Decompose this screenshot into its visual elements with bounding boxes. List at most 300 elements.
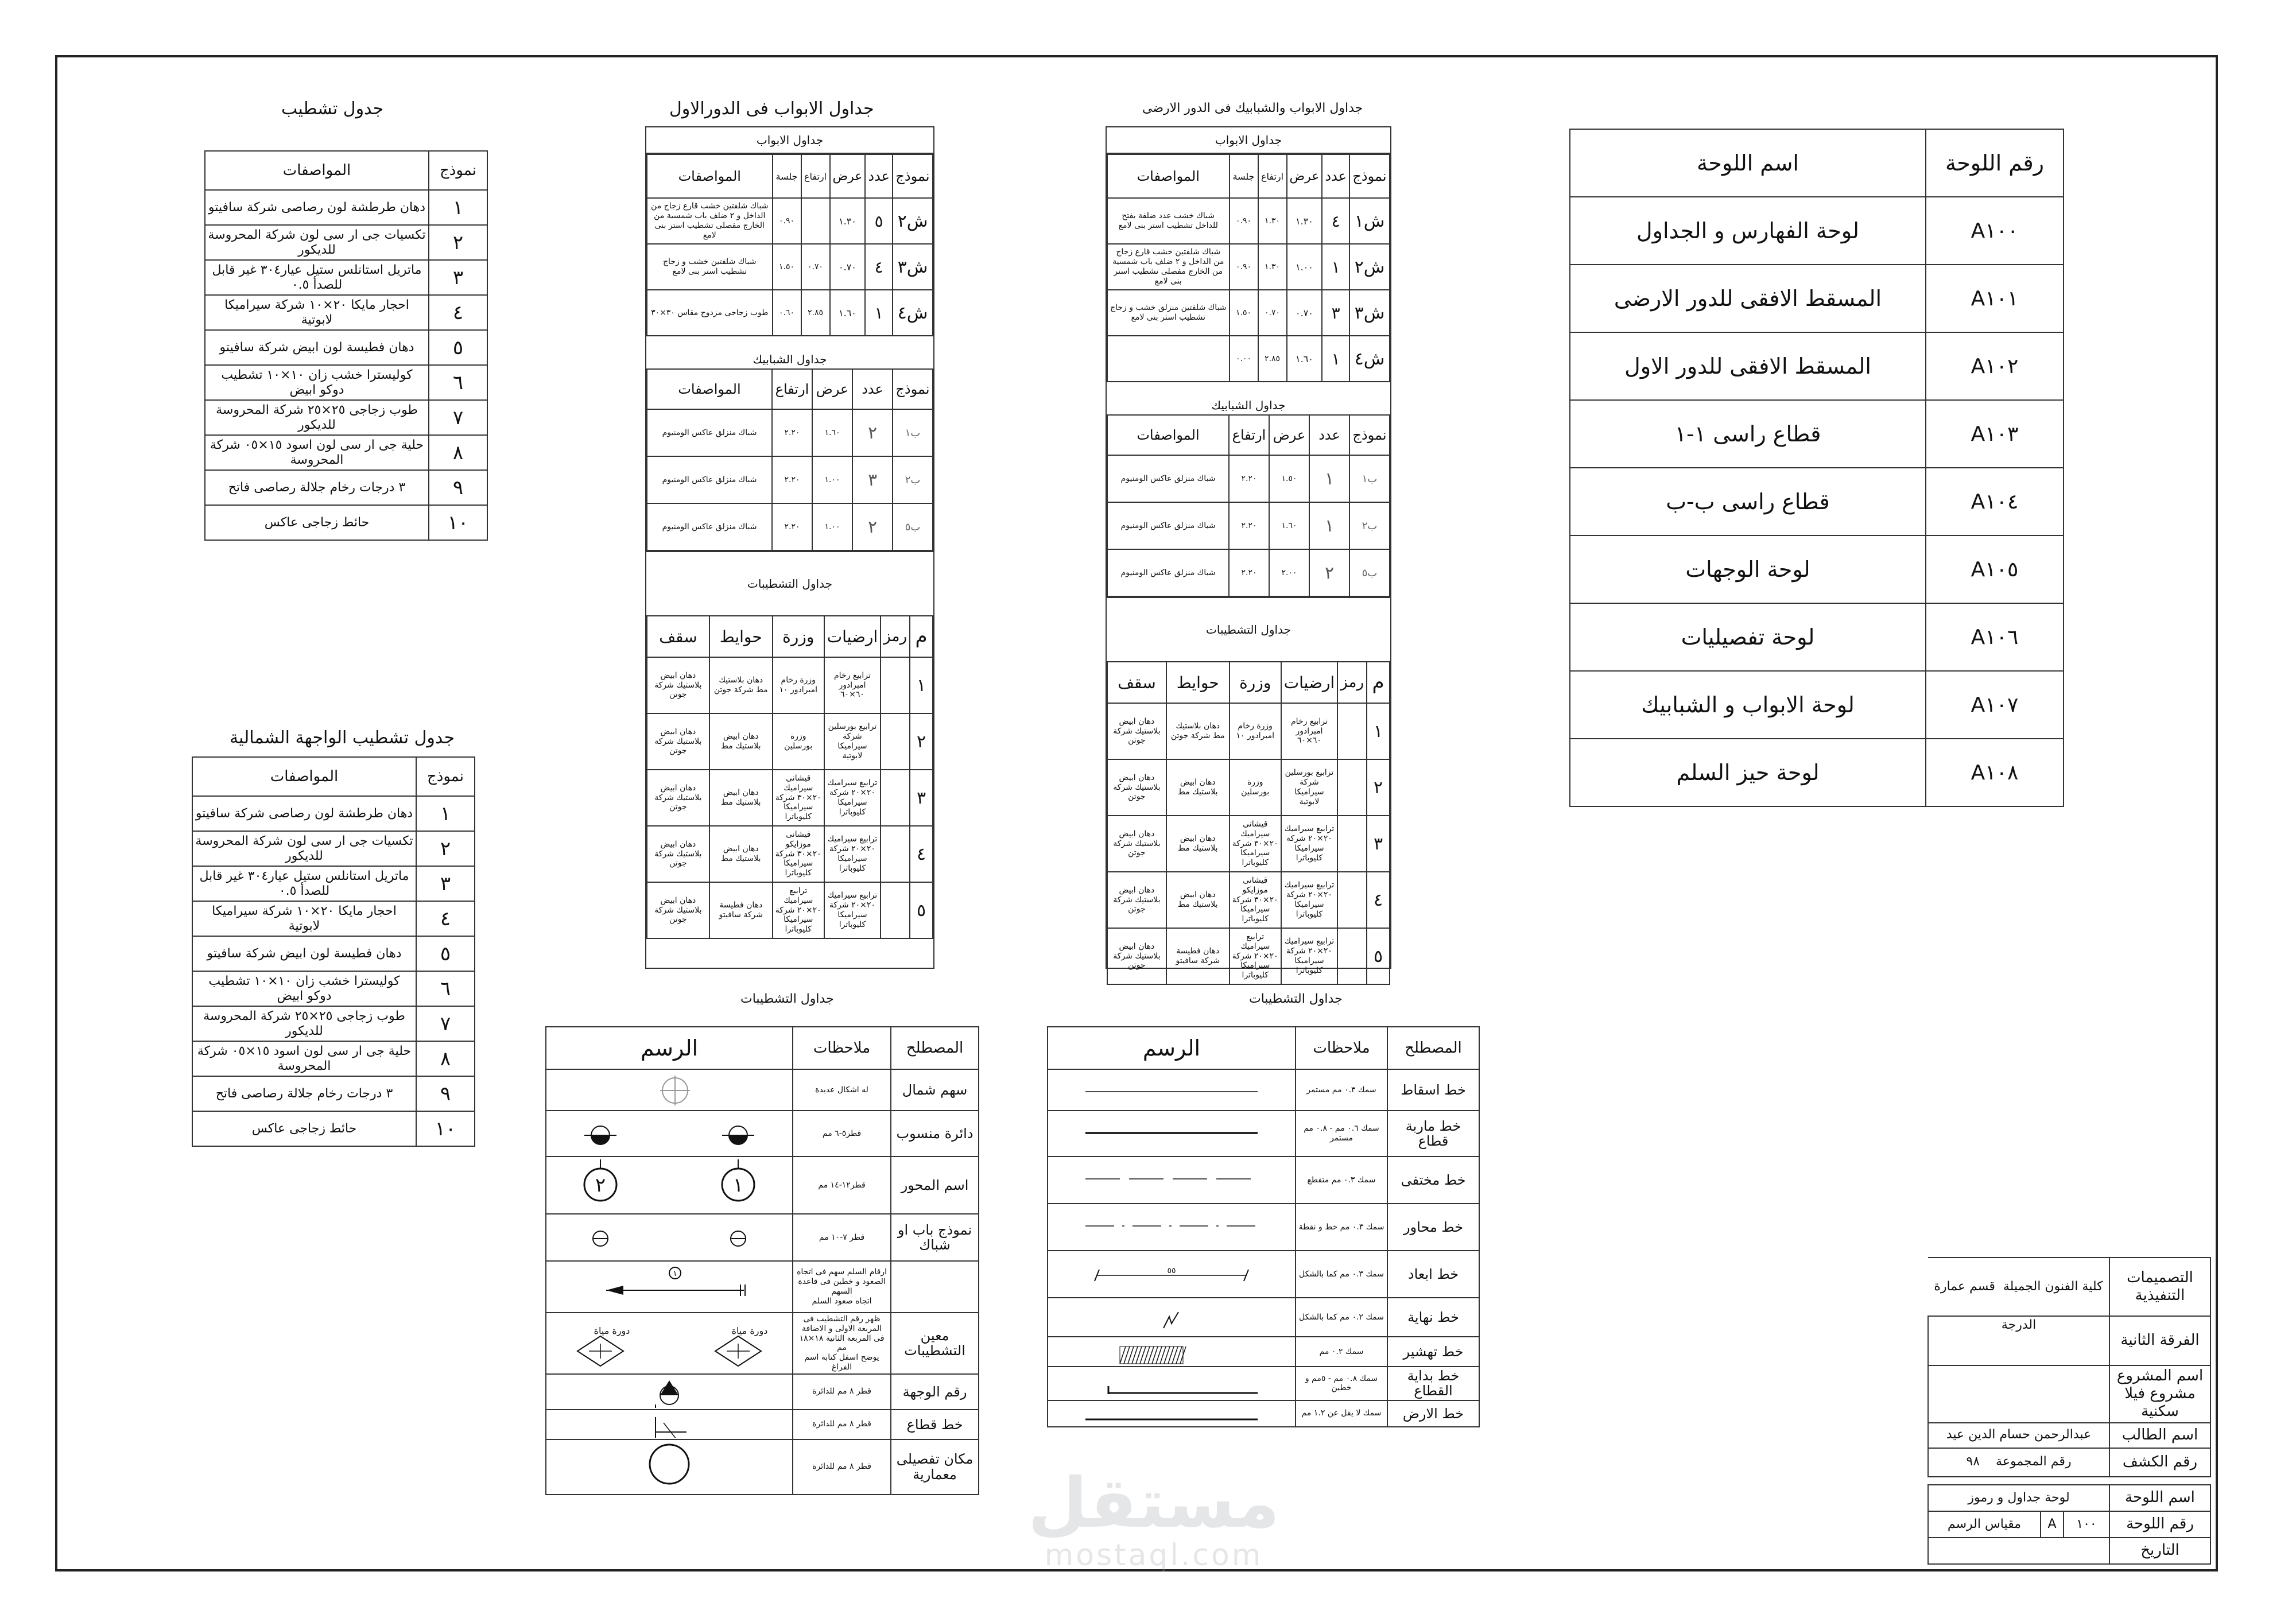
window-height: ٢.٢٠ [1229, 549, 1269, 596]
table-row [205, 505, 487, 540]
finish-walls: دهان ابيض بلاستيك مط [709, 713, 773, 770]
finish-ceiling: دهان ابيض بلاستيك شركة جوتن [647, 770, 709, 826]
row-model-number: ٥ [416, 936, 475, 971]
line-term: خط تهشير [1387, 1337, 1479, 1367]
symbol-note-text: ظهر رقم التشطيب فى المربعة الاولى و الاضافة فى المربعة الثانية ١٨×١٨ مم [799, 1314, 885, 1353]
first-floor-title: جداول الابواب فى الدورالاول [669, 99, 874, 119]
row-spec: ٣ درجات رخام جلالة رصاصى فاتح [192, 1076, 416, 1111]
finish-room [881, 657, 910, 713]
symbol-note [793, 1410, 891, 1439]
door-count: ٥ [865, 198, 893, 244]
sheet-name: لوحة الفهارس و الجداول [1570, 197, 1926, 265]
sheet-name: قطاع راسى ١-١ [1570, 400, 1926, 468]
door-width: ٠.٧٠ [1287, 290, 1322, 336]
door-model: ش٣ [893, 244, 933, 290]
door-row [1107, 290, 1390, 336]
symbol-row [546, 1157, 979, 1214]
column-header-term: المصطلح [1387, 1027, 1479, 1069]
student-label: اسم الطالب [2109, 1423, 2210, 1448]
symbol-drawing-svg [549, 1411, 790, 1438]
facade-table-title: جدول تشطيب الواجهة الشمالية [230, 728, 455, 748]
door-height: ١.٣٠ [1258, 198, 1287, 244]
row-spec: تكسيات جى ار سى لون شركة المحروسة للديكور [192, 831, 416, 866]
window-width: ١.٦٠ [812, 409, 852, 456]
symbol-row [546, 1313, 979, 1374]
symbol-note-text: قطر٥-٦ مم [822, 1128, 862, 1138]
column-header-notes: ملاحظات [793, 1027, 891, 1069]
row-spec: ماتريل استانلس ستيل عيار٣٠٤ غير قابل للصدأ ٠.٥ [205, 260, 429, 295]
finish-wall-tile: قيشانى موزايكو ٢٠×٣٠ شركة سيراميكا كليوباترا [773, 826, 824, 882]
finish-wall-tile: قيشانى موزايكو ٢٠×٣٠ شركة سيراميكا كليوباترا [1230, 872, 1281, 928]
column-header-model: نموذج [416, 757, 475, 796]
level-circle-icon [584, 1126, 754, 1144]
symbol-note [793, 1069, 891, 1111]
roll-cell [1928, 1448, 2109, 1477]
door-spec [1107, 336, 1230, 382]
symbol-term [891, 1261, 979, 1313]
column-header-spec: المواصفات [1107, 415, 1229, 455]
row-model-number: ٤ [416, 901, 475, 936]
finish-floor: ترابيع بورسلين شركة سيراميكا لابوتية [1281, 759, 1337, 816]
door-width: ١.٣٠ [1287, 198, 1322, 244]
door-sill: ٠.٩٠ [773, 198, 801, 244]
door-count: ١ [1322, 336, 1349, 382]
window-spec: شباك منزلق عاكس الومنيوم [1107, 455, 1229, 502]
symbol-row [546, 1439, 979, 1495]
finish-ceiling: دهان ابيض بلاستيك شركة جوتن [647, 657, 709, 713]
column-header-sheet-name: اسم اللوحة [1570, 129, 1926, 197]
finish-row [1107, 703, 1390, 759]
table-row [192, 901, 475, 936]
finish-room [1337, 759, 1367, 816]
door-row [647, 244, 933, 290]
row-spec: دهان فطيسة لون ابيض شركة سافيتو [205, 330, 429, 365]
column-header-model: نموذج [1349, 415, 1390, 455]
symbol-note-text: قطر ٨ مم للدائرة [812, 1387, 871, 1396]
sheet-name: لوحة تفصيليات [1570, 603, 1926, 671]
north-arrow-icon [660, 1076, 690, 1105]
door-count: ١ [1322, 244, 1349, 290]
symbol-drawing [546, 1374, 793, 1410]
symbol-note [793, 1111, 891, 1157]
column-header-count: عدد [852, 369, 893, 409]
door-spec: شباك شلفتين خشب و زجاج تشطيب استر بنى لامع [647, 244, 773, 290]
column-header-height: ارتفاع [1229, 415, 1269, 455]
door-sill: ٠.٩٠ [1230, 198, 1258, 244]
watermark-site: mostaql.com [1044, 1538, 1263, 1573]
window-model: ب٥ [1349, 549, 1390, 596]
line-row [1048, 1204, 1479, 1251]
line-drawing-svg [1051, 1071, 1292, 1109]
line-drawing-svg [1051, 1252, 1292, 1296]
symbol-drawing [546, 1069, 793, 1111]
door-height: ٠.٧٠ [1258, 290, 1287, 336]
row-spec: دهان طرطشة لون رصاصى شركة سافيتو [205, 190, 429, 225]
finish-row [647, 882, 933, 938]
door-model: ش٢ [893, 198, 933, 244]
roll-label: رقم الكشف [2109, 1448, 2210, 1477]
door-height: ٢.٨٥ [1258, 336, 1287, 382]
column-header-floor: ارضيات [1281, 662, 1337, 703]
finish-wall-tile: ترابيع سيراميك ٢٠×٢٠ شركة سيراميكا كليوباترا [773, 882, 824, 938]
line-drawing-svg [1051, 1402, 1292, 1425]
finish-row [1107, 759, 1390, 816]
door-window-tag-icon [593, 1231, 746, 1246]
sheet-no-value: ١٠٠ [2064, 1511, 2109, 1538]
finish-index: ٢ [1367, 759, 1390, 816]
door-sill: ١.٥٠ [1230, 290, 1258, 336]
column-header-index: م [1367, 662, 1390, 703]
line-note: سمك ٠.٨ مم - ٥مم و خطين [1296, 1367, 1387, 1400]
window-row [647, 409, 933, 456]
door-spec: شباك شلفتين خشب قارع زجاج من الداخل و ٢ ضلف باب شمسية من الخارج مفصلى تشطيب استر بنى لامع [647, 198, 773, 244]
roll-number: ٩٨ [1966, 1454, 1980, 1469]
table-row [192, 1111, 475, 1146]
ground-floor-schedules [1106, 126, 1391, 980]
sheet-no-label: رقم اللوحة [2109, 1511, 2210, 1538]
symbol-note-text: له اشكال عديدة [815, 1085, 868, 1095]
finish-room [881, 713, 910, 770]
stair-arrow-icon [606, 1267, 745, 1296]
column-header-width: عرض [1287, 154, 1322, 198]
table-row [205, 190, 487, 225]
line-term: خط ماربة قطاع [1387, 1111, 1479, 1157]
window-width: ١.٦٠ [1269, 502, 1309, 549]
sheet-number: A١٠٨ [1926, 739, 2064, 806]
symbol-note-text: ارقام السلم سهم فى اتجاه الصعود و خطين فى قاعدة السهم [797, 1267, 887, 1296]
door-sill: ٠.٦٠ [773, 290, 801, 336]
finish-walls: دهان ابيض بلاستيك مط [1166, 759, 1230, 816]
window-model: ب١ [1349, 455, 1390, 502]
sheet-name: قطاع راسى ب-ب [1570, 468, 1926, 536]
table-header-row [647, 154, 933, 198]
sheet-row [1570, 603, 2064, 671]
finish-index: ١ [1367, 703, 1390, 759]
line-note: سمك ٠.٣ مم خط و نقطة [1296, 1204, 1387, 1251]
finish-index: ٣ [1367, 816, 1390, 872]
finishes-subtitle: جداول التشطيبات [1107, 597, 1390, 661]
facade-finish-table [192, 756, 475, 1147]
door-count: ٤ [865, 244, 893, 290]
line-row [1048, 1367, 1479, 1400]
door-model: ش١ [1349, 198, 1390, 244]
column-header-spec: المواصفات [192, 757, 416, 796]
windows-subtitle: جداول الشبابيك [1211, 398, 1286, 412]
finish-index: ٢ [910, 713, 933, 770]
door-row [647, 290, 933, 336]
window-width: ١.٠٠ [812, 503, 852, 550]
column-header-count: عدد [865, 154, 893, 198]
ground-floor-title: جداول الابواب والشبابيك فى الدور الارضى [1142, 101, 1363, 115]
finish-ceiling: دهان ابيض بلاستيك شركة جوتن [1107, 703, 1166, 759]
symbol-drawing-svg [549, 1376, 790, 1408]
line-note: سمك ٠.٣ مم مستمر [1296, 1069, 1387, 1111]
finish-index: ٤ [1367, 872, 1390, 928]
column-header-ceiling: سقف [1107, 662, 1166, 703]
row-model-number: ٧ [416, 1006, 475, 1041]
sheet-row [1570, 536, 2064, 603]
sheet-row [1570, 197, 2064, 265]
column-header-model: نموذج [1349, 154, 1390, 198]
date-label: التاريخ [2109, 1538, 2210, 1564]
course-name: التصميمات التنفيذية [2109, 1258, 2210, 1316]
finish-room [1337, 872, 1367, 928]
symbols-table [545, 1026, 979, 1495]
door-width: ١.٣٠ [830, 198, 866, 244]
symbol-note-text: قطر ٨ مم للدائرة [812, 1419, 871, 1429]
elevation-mark-icon [656, 1380, 678, 1408]
table-header-row [647, 616, 933, 657]
finish-room [1337, 928, 1367, 984]
line-row [1048, 1251, 1479, 1298]
table-row [205, 330, 487, 365]
row-model-number: ٥ [429, 330, 487, 365]
line-drawing [1048, 1251, 1296, 1298]
symbol-row [546, 1111, 979, 1157]
title-block-lower [1927, 1484, 2211, 1565]
finish-diamond-icon [577, 1325, 767, 1366]
finish-floor: ترابيع رخام امبرادور ٦٠×٦٠ [824, 657, 881, 713]
windows-subtitle: جداول الشبابيك [753, 352, 827, 366]
symbol-term: خط قطاع [891, 1410, 979, 1439]
finish-ceiling: دهان ابيض بلاستيك شركة جوتن [647, 713, 709, 770]
column-header-wall-tile: وزرة [773, 616, 824, 657]
row-model-number: ١ [416, 796, 475, 831]
row-spec: ٣ درجات رخام جلالة رصاصى فاتح [205, 470, 429, 505]
symbol-note [793, 1313, 891, 1374]
finish-row [1107, 928, 1390, 984]
symbol-term: سهم شمال [891, 1069, 979, 1111]
column-header-width: عرض [812, 369, 852, 409]
row-model-number: ٢ [416, 831, 475, 866]
finish-wall-tile: قيشانى سيراميك ٢٠×٣٠ شركة سيراميكا كليوباترا [1230, 816, 1281, 872]
row-spec: دهان طرطشة لون رصاصى شركة سافيتو [192, 796, 416, 831]
finish-table-title: جدول تشطيب [281, 99, 384, 119]
column-header-count: عدد [1322, 154, 1349, 198]
line-drawing-svg [1051, 1158, 1292, 1202]
window-width: ١.٥٠ [1269, 455, 1309, 502]
column-header-drawing: الرسم [1048, 1027, 1296, 1069]
window-count: ٢ [852, 409, 893, 456]
title-block [1927, 1257, 2211, 1567]
door-model: ش٤ [1349, 336, 1390, 382]
line-drawing [1048, 1157, 1296, 1204]
sheet-name-label: اسم اللوحة [2109, 1485, 2210, 1511]
axis-name-icon [584, 1159, 754, 1201]
finish-room [881, 882, 910, 938]
finish-ceiling: دهان ابيض بلاستيك شركة جوتن [1107, 759, 1166, 816]
symbol-term: رقم الوجهة [891, 1374, 979, 1410]
symbol-row [546, 1069, 979, 1111]
door-count: ١ [865, 290, 893, 336]
symbols-table-title: جداول التشطيبات [740, 992, 834, 1006]
finish-row [647, 770, 933, 826]
line-row [1048, 1069, 1479, 1111]
first-floor-schedules [645, 126, 934, 969]
row-model-number: ٢ [429, 225, 487, 260]
sheet-row [1570, 739, 2064, 806]
symbol-note [793, 1157, 891, 1214]
line-drawing [1048, 1298, 1296, 1337]
row-model-number: ٣ [416, 866, 475, 901]
line-drawing [1048, 1400, 1296, 1427]
row-spec: حلية جى ار سى لون اسود ١٥×٠٥ شركة المحروسة [205, 435, 429, 470]
symbol-drawing-svg [549, 1216, 790, 1259]
window-count: ٣ [852, 456, 893, 503]
table-header-row [1107, 662, 1390, 703]
window-count: ١ [1309, 502, 1349, 549]
line-row [1048, 1400, 1479, 1427]
row-spec: طوب زجاجى ٢٥×٢٥ شركة المحروسة للديكور [192, 1006, 416, 1041]
section-line-icon [656, 1417, 687, 1438]
sheet-row [1570, 468, 2064, 536]
column-header-height: ارتفاع [1258, 154, 1287, 198]
line-row [1048, 1157, 1479, 1204]
column-header-width: عرض [830, 154, 866, 198]
window-spec: شباك منزلق عاكس الومنيوم [1107, 549, 1229, 596]
sheet-no-letter: A [2041, 1511, 2064, 1538]
table-row [205, 365, 487, 400]
symbol-note [793, 1374, 891, 1410]
line-note: سمك ٠.٣ مم كما بالشكل [1296, 1251, 1387, 1298]
faculty-name [1928, 1258, 2109, 1316]
table-row [192, 1076, 475, 1111]
finish-wall-tile: وزرة رخام امبرادور ١٠ [1230, 703, 1281, 759]
sheet-number: A١٠٥ [1926, 536, 2064, 603]
window-count: ١ [1309, 455, 1349, 502]
door-width: ٠.٧٠ [830, 244, 866, 290]
line-drawing [1048, 1111, 1296, 1157]
window-row [1107, 549, 1390, 596]
finish-row [647, 657, 933, 713]
project-name: مشروع فيلا سكنية [2124, 1385, 2196, 1421]
date-value [1928, 1538, 2109, 1564]
door-row [647, 198, 933, 244]
window-height: ٢.٢٠ [1229, 502, 1269, 549]
finish-floor: ترابيع سيراميك ٢٠×٢٠ شركة سيراميكا كليوباترا [1281, 816, 1337, 872]
column-header-spec: المواصفات [647, 369, 772, 409]
schedule-stack [1107, 127, 1390, 985]
finish-wall-tile: وزرة بورسلين [773, 713, 824, 770]
door-count: ٣ [1322, 290, 1349, 336]
window-row [647, 456, 933, 503]
finish-floor: ترابيع سيراميك ٢٠×٢٠ شركة سيراميكا كليوباترا [824, 882, 881, 938]
window-spec: شباك منزلق عاكس الومنيوم [647, 409, 772, 456]
column-header-count: عدد [1309, 415, 1349, 455]
finish-floor: ترابيع سيراميك ٢٠×٢٠ شركة سيراميكا كليوباترا [824, 826, 881, 882]
symbol-drawing-svg [549, 1071, 790, 1109]
line-drawing-svg [1051, 1372, 1292, 1394]
column-header-drawing: الرسم [546, 1027, 793, 1069]
dimension-value: ٥٥ [1167, 1266, 1176, 1275]
sheet-index-table [1569, 129, 2064, 807]
row-model-number: ١ [429, 190, 487, 225]
symbol-note-extra: يوضح اسفل كتابة اسم الفراغ [804, 1353, 879, 1372]
row-model-number: ٨ [429, 435, 487, 470]
row-spec: حلية جى ار سى لون اسود ١٥×٠٥ شركة المحروسة [192, 1041, 416, 1076]
door-height: ٠.٧٠ [801, 244, 830, 290]
sheet-name: لوحة حيز السلم [1570, 739, 1926, 806]
sheet-number: A١٠٠ [1926, 197, 2064, 265]
finish-floor: ترابيع بورسلين شركة سيراميكا لابوتية [824, 713, 881, 770]
symbol-row [546, 1374, 979, 1410]
row-spec: ماتريل استانلس ستيل عيار٣٠٤ غير قابل للصدأ ٠.٥ [192, 866, 416, 901]
line-term: خط الارض [1387, 1400, 1479, 1427]
department-label: قسم عمارة [1934, 1279, 1995, 1294]
sheet-row [1570, 400, 2064, 468]
sheet-row [1570, 671, 2064, 739]
sheet-name-value: لوحة جداول و رموز [1928, 1485, 2109, 1511]
finish-wall-tile: ترابيع سيراميك ٢٠×٢٠ شركة سيراميكا كليوباترا [1230, 928, 1281, 984]
sheet-number: A١٠٧ [1926, 671, 2064, 739]
column-header-sill: جلسة [773, 154, 801, 198]
row-model-number: ٦ [429, 365, 487, 400]
window-height: ٢.٢٠ [1229, 455, 1269, 502]
faculty-label: كلية الفنون الجميلة [2003, 1279, 2103, 1294]
windows-table [1107, 414, 1390, 597]
row-spec: حائط زجاجى عاكس [205, 505, 429, 540]
sheet-name: لوحة الابواب و الشبابيك [1570, 671, 1926, 739]
door-spec: طوب زجاجى مزدوج مقاس ٣٠×٣٠ [647, 290, 773, 336]
column-header-width: عرض [1269, 415, 1309, 455]
line-drawing-svg [1051, 1205, 1292, 1249]
door-sill: ٠.٠٠ [1230, 336, 1258, 382]
row-spec: طوب زجاجى ٢٥×٢٥ شركة المحروسة للديكور [205, 400, 429, 435]
finish-row [647, 826, 933, 882]
finish-table [204, 150, 488, 541]
door-height [801, 198, 830, 244]
table-row [205, 470, 487, 505]
room-finishes-table [1107, 661, 1390, 985]
sheet-number: A١٠٢ [1926, 332, 2064, 400]
symbol-note [793, 1439, 891, 1495]
watermark [1010, 1464, 1297, 1578]
row-model-number: ٣ [429, 260, 487, 295]
finish-index: ٥ [910, 882, 933, 938]
symbol-drawing [546, 1214, 793, 1261]
symbol-row [546, 1261, 979, 1313]
row-spec: تكسيات جى ار سى لون شركة المحروسة للديكور [205, 225, 429, 260]
window-width: ١.٠٠ [812, 456, 852, 503]
doors-subtitle: جداول الابواب [646, 127, 933, 154]
line-note: سمك ٠.٦ مم - ٠.٨ مم مستمر [1296, 1111, 1387, 1157]
room-label: دورة مياة [594, 1325, 630, 1337]
symbol-drawing-svg [549, 1441, 790, 1493]
window-count: ٢ [852, 503, 893, 550]
row-spec: دهان فطيسة لون ابيض شركة سافيتو [192, 936, 416, 971]
column-header-walls: حوايط [709, 616, 773, 657]
window-model: ب٢ [1349, 502, 1390, 549]
grade-label: الدرجة [1928, 1316, 2109, 1365]
break-line [1163, 1312, 1178, 1328]
door-spec: شباك شلفتين خشب قارع زجاج من الداخل و ٢ ضلف باب شمسية من الخارج مفصلى تشطيب استر بنى لامع [1107, 244, 1230, 290]
symbol-term: دائرة منسوب [891, 1111, 979, 1157]
symbol-note-text: قطر١٢-١٤ مم [818, 1180, 866, 1190]
symbol-row [546, 1410, 979, 1439]
axis-label: ١ [732, 1174, 744, 1197]
row-model-number: ٩ [416, 1076, 475, 1111]
finish-ceiling: دهان ابيض بلاستيك شركة جوتن [1107, 872, 1166, 928]
door-width: ١.٦٠ [1287, 336, 1322, 382]
sheet-name: لوحة الوجهات [1570, 536, 1926, 603]
symbol-term: اسم المحور [891, 1157, 979, 1214]
column-header-wall-tile: وزرة [1230, 662, 1281, 703]
finish-walls: دهان فطيسة شركة سافيتو [709, 882, 773, 938]
column-header-sheet-no: رقم اللوحة [1926, 129, 2064, 197]
student-name: عبدالرحمن حسام الدين عيد [1928, 1423, 2109, 1448]
room-finishes-table [646, 615, 933, 939]
symbol-row [546, 1214, 979, 1261]
